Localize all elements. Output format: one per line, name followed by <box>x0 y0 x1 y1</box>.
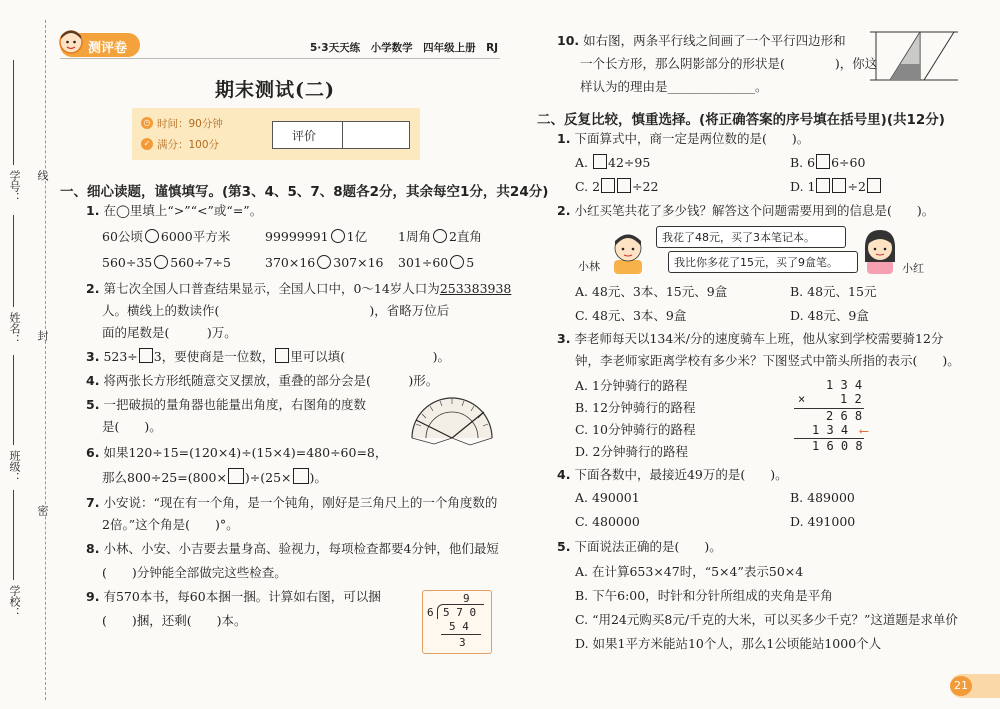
mult-top: 1 3 4 <box>826 378 863 392</box>
spine-secret-mark: 密 <box>36 505 49 516</box>
c1-option-b[interactable]: B. 6 6÷60 <box>790 155 866 170</box>
division-quotient: 9 <box>463 592 470 605</box>
q5-line1: 5. 一把破损的量角器也能量出角度，右图角的度数 <box>86 397 366 412</box>
mult-op: × <box>798 392 806 406</box>
q1-row1c: 1周角 2直角 <box>398 229 482 244</box>
arrow-icon: ⟵ <box>860 424 868 439</box>
binding-line <box>45 20 46 700</box>
c1-option-a[interactable]: A. 42÷95 <box>575 155 651 170</box>
q10-line2: 一个长方形，那么阴影部分的形状是( )，你这 <box>580 56 878 71</box>
c5-option-c[interactable]: C. “用24元购买8元/千克的大米，可以买多少千克？”这道题是求单价 <box>575 612 958 627</box>
eval-label: 评价 <box>292 129 317 143</box>
speech-bubble-girl-text: 我比你多花了15元，买了9盒笔。 <box>674 256 838 269</box>
boy-avatar <box>606 228 650 274</box>
girl-avatar <box>858 226 902 274</box>
q1-number: 1. <box>86 203 100 218</box>
q8-line1: 8. 小林、小安、小吉要去量身高、验视力，每项检查都要4分钟，他们最短 <box>86 541 499 556</box>
division-rule <box>441 634 481 635</box>
c4-option-c[interactable]: C. 480000 <box>575 514 640 529</box>
spine-school-line <box>13 490 14 580</box>
c5-option-d[interactable]: D. 如果1平方米能站10个人，那么1公顷能站1000个人 <box>575 636 882 651</box>
c5-option-b[interactable]: B. 下午6:00，时针和分针所组成的夹角是平角 <box>575 588 833 603</box>
digit-box <box>832 178 846 193</box>
mult-total: 1 6 0 8 <box>812 439 863 453</box>
q10-line3: 样认为的理由是______________。 <box>580 79 768 94</box>
mult-bottom: 1 2 <box>840 392 862 406</box>
digit-box <box>816 154 830 169</box>
q6-line2: 那么800÷25=(800× )÷(25× )。 <box>102 470 327 485</box>
compare-circle[interactable] <box>331 229 345 243</box>
digit-box <box>593 154 607 169</box>
q1-text <box>86 202 262 220</box>
q2-line2: 人。横线上的数读作( )，省略万位后 <box>102 303 450 318</box>
section1-heading: 一、细心读题，谨慎填写。(第3、4、5、7、8题各2分，其余每空1分，共24分) <box>60 184 549 200</box>
spine-line-mark: 线 <box>36 170 49 181</box>
population-number: 253383938 <box>439 281 512 296</box>
q1-row1a: 60公顷 6000平方米 <box>102 229 231 244</box>
division-product: 5 4 <box>449 620 469 633</box>
spine-name-line <box>13 215 14 307</box>
q7-line2: 2倍。”这个角是( )°。 <box>102 517 239 532</box>
series-label: 5·3天天练 小学数学 四年级上册 RJ <box>310 42 499 54</box>
answer-box[interactable] <box>293 468 309 484</box>
compare-circle[interactable] <box>433 229 447 243</box>
c4-option-a[interactable]: A. 490001 <box>575 490 640 505</box>
mascot-icon <box>58 27 84 55</box>
c5-text: 5. 下面说法正确的是( )。 <box>557 539 722 554</box>
q4-text: 4. 将两张长方形纸随意交叉摆放，重叠的部分会是( )形。 <box>86 373 439 388</box>
q5-line2: 是( )。 <box>102 419 162 434</box>
mult-partial1: 2 6 8 <box>826 409 863 423</box>
c3-option-c[interactable]: C. 10分钟骑行的路程 <box>575 422 696 437</box>
spine-class-line <box>13 355 14 445</box>
q2-line3: 面的尾数是( )万。 <box>102 325 237 340</box>
q8-line2: ( )分钟能全部做完这些检查。 <box>102 565 287 580</box>
time-icon: ◷ <box>141 117 153 129</box>
q9-line2: ( )捆，还剩( )本。 <box>102 613 247 628</box>
digit-box <box>617 178 631 193</box>
c1-text: 1. 下面算式中，商一定是两位数的是( )。 <box>557 131 810 146</box>
c3-line1: 3. 李老师每天以134米/分的速度骑车上班，他从家到学校需要骑12分 <box>557 331 944 346</box>
q3-text: 3. 523÷ 3，要使商是一位数， 里可以填( )。 <box>86 349 451 364</box>
score-icon: ✓ <box>141 138 153 150</box>
q7-line1: 7. 小安说：“现在有一个角，是一个钝角，刚好是三角尺上的一个角度数的 <box>86 495 498 510</box>
digit-box <box>601 178 615 193</box>
compare-circle[interactable] <box>154 255 168 269</box>
spine-student-id-line <box>13 60 14 165</box>
q2-line1: 2. 第七次全国人口普查结果显示，全国人口中，0～14岁人口为253383938 <box>86 281 512 296</box>
header-rule <box>60 58 500 59</box>
q1-row1b: 99999991 1亿 <box>265 229 368 244</box>
c3-option-b[interactable]: B. 12分钟骑行的路程 <box>575 400 696 415</box>
q1-row2a: 560÷35 560÷7÷5 <box>102 255 231 270</box>
mult-partial2: 1 3 4 <box>812 423 849 437</box>
long-division-figure <box>422 590 492 654</box>
time-label: 时间：90分钟 <box>157 118 223 130</box>
c2-option-a[interactable]: A. 48元、3本、15元、9盒 <box>575 284 728 299</box>
c3-option-d[interactable]: D. 2分钟骑行的路程 <box>575 444 688 459</box>
spine-name: 姓名： <box>8 312 21 345</box>
division-dividend: 5 7 0 <box>443 606 477 619</box>
q1-row2b: 370×16 307×16 <box>265 255 384 270</box>
c4-option-b[interactable]: B. 489000 <box>790 490 855 505</box>
spine-school: 学校： <box>8 585 21 618</box>
compare-circle[interactable] <box>145 229 159 243</box>
compare-circle[interactable] <box>450 255 464 269</box>
c2-text: 2. 小红买笔共花了多少钱？解答这个问题需要用到的信息是( )。 <box>557 203 935 218</box>
spine-student-id: 学号： <box>8 170 21 203</box>
compare-circle[interactable] <box>317 255 331 269</box>
q1-row2c: 301÷60 5 <box>398 255 475 270</box>
score-label: 满分：100分 <box>157 139 220 151</box>
q10-line1: 10. 如右图，两条平行线之间画了一个平行四边形和 <box>557 33 846 48</box>
page-title: 期末测试(二) <box>215 79 335 101</box>
q1-prompt: 在◯里填上“>”“<”或“=”。 <box>103 203 263 218</box>
page-number: 21 <box>950 676 972 696</box>
c2-option-c[interactable]: C. 48元、3本、9盒 <box>575 308 687 323</box>
c4-option-d[interactable]: D. 491000 <box>790 514 856 529</box>
c1-option-d[interactable]: D. 1 ÷2 <box>790 178 882 194</box>
vertical-multiplication-figure <box>790 374 880 454</box>
c5-option-a[interactable]: A. 在计算653×47时，“5×4”表示50×4 <box>575 564 804 579</box>
eval-divider <box>342 121 343 149</box>
digit-box[interactable] <box>139 348 153 363</box>
division-divisor: 6 <box>427 606 434 619</box>
digit-box[interactable] <box>275 348 289 363</box>
answer-box[interactable] <box>228 468 244 484</box>
c2-option-d[interactable]: D. 48元、9盒 <box>790 308 869 323</box>
girl-name: 小红 <box>902 262 924 275</box>
badge-label: 测评卷 <box>88 41 128 56</box>
speech-bubble-boy-text: 我花了48元，买了3本笔记本。 <box>662 231 815 244</box>
c4-text: 4. 下面各数中，最接近49万的是( )。 <box>557 467 788 482</box>
c2-option-b[interactable]: B. 48元、15元 <box>790 284 877 299</box>
section2-heading: 二、反复比较，慎重选择。(将正确答案的序号填在括号里)(共12分) <box>537 112 945 128</box>
digit-box <box>816 178 830 193</box>
c3-line2: 钟，李老师家距离学校有多少米？下图竖式中箭头所指的表示( )。 <box>575 353 960 368</box>
division-remainder: 3 <box>459 636 466 649</box>
q6-line1: 6. 如果120÷15=(120×4)÷(15×4)=480÷60=8， <box>86 445 388 460</box>
spine-class: 班级： <box>8 450 21 483</box>
c3-option-a[interactable]: A. 1分钟骑行的路程 <box>575 378 688 393</box>
spine-seal-mark: 封 <box>36 330 49 341</box>
digit-box <box>867 178 881 193</box>
c1-option-c[interactable]: C. 2 ÷22 <box>575 179 659 194</box>
broken-protractor-figure <box>408 394 496 446</box>
q9-line1: 9. 有570本书，每60本捆一捆。计算如右图，可以捆 <box>86 589 381 604</box>
boy-name: 小林 <box>578 260 600 273</box>
parallel-shapes-figure <box>870 28 958 84</box>
